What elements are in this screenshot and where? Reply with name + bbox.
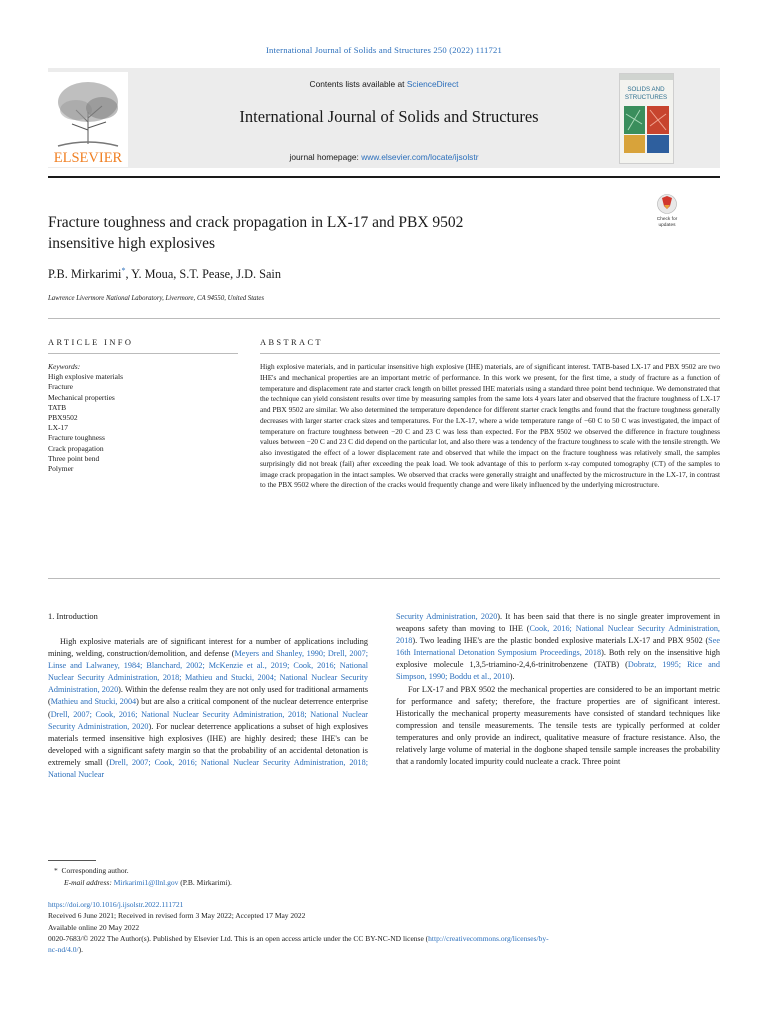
author-first: P.B. Mirkarimi bbox=[48, 267, 122, 282]
citation-link[interactable]: See 16th International Detonation Symposium Proceedings, 2018 bbox=[396, 636, 720, 658]
license-link-continued[interactable]: nc-nd/4.0/ bbox=[48, 945, 79, 955]
text-run: ). Within the defense realm they are not only used for traditional armaments ( bbox=[48, 685, 369, 707]
license-link[interactable]: http://creativecommons.org/licenses/by- bbox=[428, 933, 549, 943]
text-run: ). Both rely on the insensitive high explosive molecule 1,3,5-triamino-2,4,6-trinitrobenzene (TATB) ( bbox=[396, 648, 720, 670]
keyword-item: Three point bend bbox=[48, 453, 100, 463]
body-column-left bbox=[48, 636, 368, 781]
journal-cover-thumbnail[interactable] bbox=[619, 73, 674, 164]
citation-link[interactable]: Mathieu and Stucki, 2004 bbox=[50, 697, 137, 707]
paragraph bbox=[48, 636, 368, 781]
keyword-item: PBX9502 bbox=[48, 413, 78, 423]
keyword-item: Crack propagation bbox=[48, 443, 104, 453]
text-run: High explosive materials are of significant interest for a number of applications including mining, welding, construction/demolition, and defense ( bbox=[48, 637, 368, 659]
keyword-item: Polymer bbox=[48, 464, 74, 474]
section-rule bbox=[48, 318, 720, 319]
keywords-label: Keywords: bbox=[48, 362, 81, 371]
text-run: ). For nuclear deterrence applications a subset of high explosives materials termed insensitive high explosives (IHE) are highly desired; these IHE's can be developed with a significant safety margin so that the probability of an accidental detonation is extremely small ( bbox=[48, 721, 368, 767]
license-text: 0020-7683/© 2022 The Author(s). Published by Elsevier Ltd. This is an open access article under the CC BY-NC-ND license ( bbox=[48, 933, 429, 943]
check-for-updates-icon bbox=[650, 193, 684, 229]
abstract-rule bbox=[260, 353, 720, 354]
footnote-text: Corresponding author. bbox=[61, 866, 129, 875]
article-title-line1: Fracture toughness and crack propagation in LX-17 and PBX 9502 bbox=[48, 214, 464, 231]
available-online: Available online 20 May 2022 bbox=[48, 922, 140, 932]
citation-link[interactable]: Drell, 2007; Cook, 2016; National Nuclear Security Administration, 2018; National Nuclear Security Administration, 2020 bbox=[48, 709, 368, 731]
journal-title: International Journal of Solids and Structures bbox=[239, 107, 539, 126]
paragraph: For LX-17 and PBX 9502 the mechanical properties are considered to be an important metric for performance and safety; therefore, the fracture properties are of significant interest. Historically the mechanical property measurements have consisted of standard techniques like compression and tensile measurements. The tensile tests are typically performed at colder temperatures and only provide an indirect, qualitative measure of fracture resistance. Also, the relatively large volume of material in the dogbone shaped tensile sample increases the probability that a randomly located impurity could nucleate a crack. Three point bbox=[396, 684, 720, 767]
email-suffix: (P.B. Mirkarimi). bbox=[178, 878, 232, 887]
cover-title-line1: SOLIDS AND bbox=[627, 86, 665, 93]
license-line bbox=[48, 933, 720, 944]
footnote-mark: * bbox=[54, 866, 58, 875]
abstract-heading: ABSTRACT bbox=[260, 338, 323, 347]
citation-link[interactable]: Cook, 2016; National Nuclear Security Administration, 2018 bbox=[396, 624, 720, 646]
body-column-right bbox=[396, 611, 720, 768]
homepage-label: journal homepage: bbox=[289, 152, 362, 162]
article-info-rule bbox=[48, 353, 238, 354]
article-title-line2: insensitive high explosives bbox=[48, 235, 216, 252]
check-updates-line1: Check for bbox=[656, 217, 678, 222]
keyword-item: Mechanical properties bbox=[48, 392, 115, 402]
homepage-link[interactable]: www.elsevier.com/locate/ijsolstr bbox=[361, 152, 479, 162]
footnote-corresponding bbox=[54, 866, 129, 875]
keyword-item: TATB bbox=[48, 402, 67, 412]
text-run: ) but are also a critical component of the nuclear deterrence enterprise ( bbox=[48, 697, 369, 719]
received-dates: Received 6 June 2021; Received in revised form 3 May 2022; Accepted 17 May 2022 bbox=[48, 911, 306, 921]
footnote-email bbox=[64, 878, 232, 887]
license-line-2 bbox=[48, 944, 720, 955]
keyword-item: High explosive materials bbox=[48, 372, 123, 382]
publisher-name: ELSEVIER bbox=[53, 150, 123, 166]
citation-link[interactable]: Meyers and Shanley, 1990; Drell, 2007; Linse and Lalwaney, 1984; Blanchard, 2002; McKenzie et al., 2019; Cook, 2016; National Nuclear Security Administration, 2018; Mathieu and Stucki, 2004; National Nuclear Security Administration, 2020 bbox=[48, 649, 368, 695]
check-for-updates-badge[interactable] bbox=[650, 193, 684, 229]
section-heading-introduction: 1. Introduction bbox=[48, 612, 98, 621]
author-list bbox=[48, 266, 281, 282]
paragraph bbox=[396, 611, 720, 684]
author-affiliation: Lawrence Livermore National Laboratory, Livermore, CA 94550, United States bbox=[48, 295, 265, 302]
keyword-item: LX-17 bbox=[48, 423, 68, 433]
footnote-rule bbox=[48, 860, 96, 861]
article-info-heading: ARTICLE INFO bbox=[48, 338, 134, 347]
article-title bbox=[48, 212, 608, 254]
email-link[interactable]: Mirkarimi1@llnl.gov bbox=[113, 878, 179, 887]
keyword-item: Fracture bbox=[48, 382, 73, 392]
sciencedirect-link[interactable]: ScienceDirect bbox=[406, 79, 459, 89]
check-updates-line2: updates bbox=[658, 223, 676, 228]
keywords-block bbox=[48, 362, 123, 474]
corresponding-author-mark[interactable]: * bbox=[121, 266, 126, 275]
body-rule bbox=[48, 578, 720, 579]
license-end: ). bbox=[78, 945, 83, 955]
keyword-item: Fracture toughness bbox=[48, 433, 105, 443]
email-label: E-mail address: bbox=[64, 878, 114, 887]
cover-title-line2: STRUCTURES bbox=[624, 94, 668, 101]
abstract-text: High explosive materials, and in particular insensitive high explosive (IHE) materials, are of significant interest. TATB-based LX-17 and PBX 9502 are two IHE's and mechanical properties are an important metric of performance. In this work we present, for the first time, a study of fracture as a function of temperature and displacement rate and starter crack length on billet pressed IHE materials using a standard three point bend technique. We demonstrated that the technique can yield consistent results over time by measuring samples from the same lots 4 years later and observed that the fracture toughness of LX-17 and PBX 9502 are similar. We also determined the temperature dependence for different starter crack lengths and found that the fracture toughness generally decreases with larger starter crack sizes and temperatures. For the LX-17, where a wide temperature range of −60 C to 50 C was investigated, the impact of temperature on fracture toughness between −20 C and 23 C was less than expected. For the PBX 9502 we observed the difference in fracture toughness values between −20 C and 23 C did depend on the particular lot, and also there was a tendency of the fracture toughness to scale with the tensile strength. We also investigated the effect of a lower displacement rate and observed that while the impact on the fracture toughness was relatively small, the samples surprisingly did not break (fail) after exceeding the peak load. We took advantage of this to perform x-ray computed tomography (CT) of the samples to image crack propagation in the intact samples. We observed that cracks were generally straight and unaffected by the microstructure in the LX-17, in contrast to the PBX 9502 where the direction of the cracks would frequently change and were likely influenced by the underlying microstructure. bbox=[260, 362, 720, 490]
text-run: ). Two leading IHE's are the plastic bonded explosive materials LX-17 and PBX 9502 ( bbox=[412, 636, 709, 646]
contents-prefix: Contents lists available at bbox=[309, 79, 407, 89]
text-run: ). bbox=[509, 672, 515, 682]
citation-link[interactable]: Dobratz, 1995; Rice and Simpson, 1990; Boddu et al., 2010 bbox=[396, 660, 720, 682]
text-run: ). It has been said that there is no single greater improvement in weapons safety than moving to IHE ( bbox=[396, 612, 720, 634]
citation-link[interactable]: Drell, 2007; Cook, 2016; National Nuclear Security Administration, 2018; National Nuclear bbox=[48, 757, 368, 780]
header-rule bbox=[48, 176, 720, 178]
author-rest: , Y. Moua, S.T. Pease, J.D. Sain bbox=[125, 267, 281, 282]
article-metadata bbox=[48, 899, 720, 955]
doi-link[interactable]: https://doi.org/10.1016/j.ijsolstr.2022.111721 bbox=[48, 900, 184, 909]
citation-link[interactable]: Security Administration, 2020 bbox=[396, 612, 498, 621]
journal-citation[interactable]: International Journal of Solids and Structures 250 (2022) 111721 bbox=[265, 45, 503, 55]
